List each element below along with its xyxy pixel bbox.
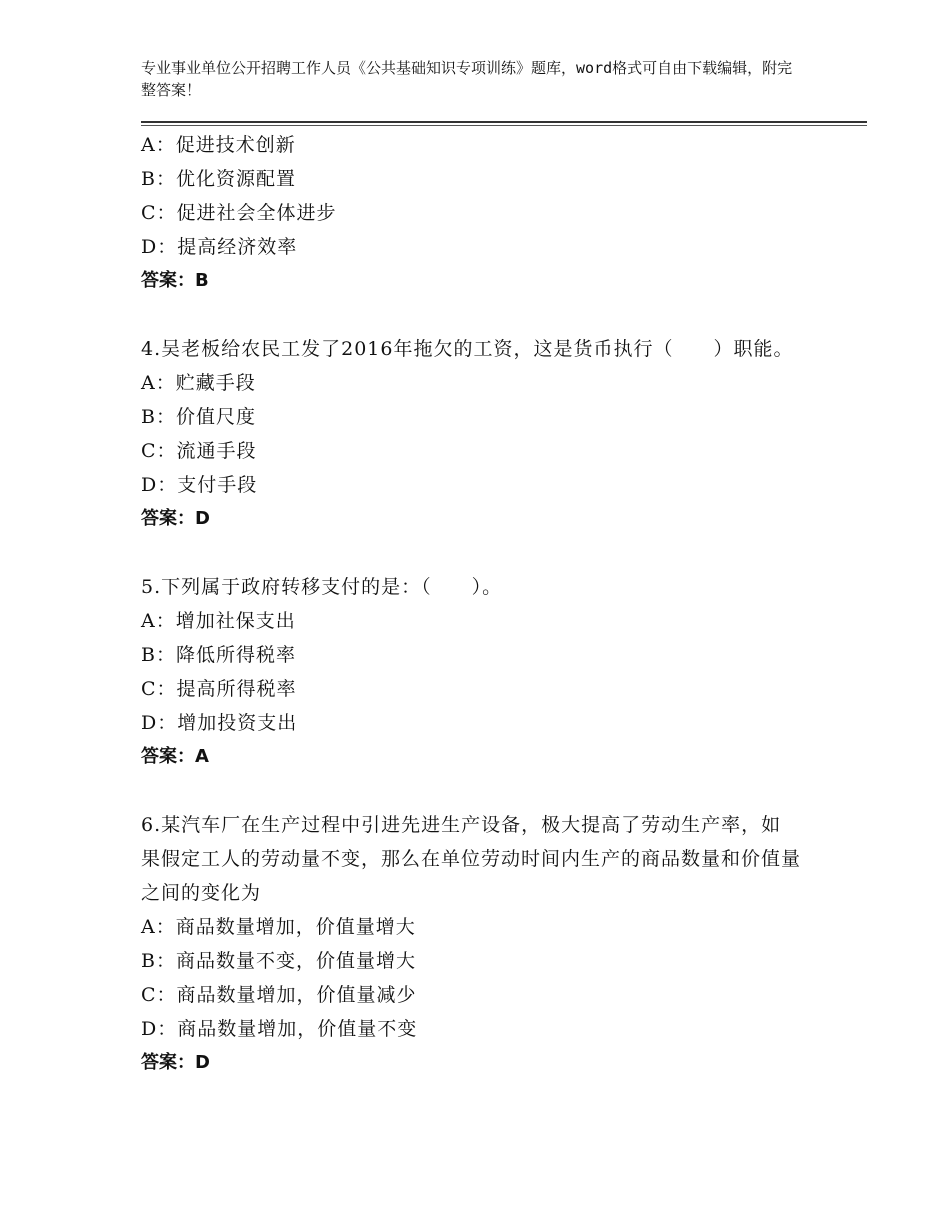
option-c: C：提高所得税率 — [141, 678, 297, 700]
option-a: A：增加社保支出 — [141, 610, 296, 632]
option-d: D：增加投资支出 — [141, 712, 298, 734]
option-b: B：商品数量不变，价值量增大 — [141, 950, 416, 972]
answer-label: 答案：D — [141, 508, 210, 529]
option-d: D：支付手段 — [141, 474, 258, 496]
option-a: A：贮藏手段 — [141, 372, 256, 394]
option-b: B：降低所得税率 — [141, 644, 296, 666]
question-4 — [141, 332, 801, 536]
option-a: A：商品数量增加，价值量增大 — [141, 916, 416, 938]
option-d: D：提高经济效率 — [141, 236, 298, 258]
question-text: 4.吴老板给农民工发了2016年拖欠的工资，这是货币执行（ ）职能。 — [141, 338, 794, 360]
question-text: 6.某汽车厂在生产过程中引进先进生产设备，极大提高了劳动生产率，如果假定工人的劳动量不变，那么在单位劳动时间内生产的商品数量和价值量之间的变化为 — [141, 814, 802, 904]
question-3 — [141, 128, 801, 298]
option-c: C：流通手段 — [141, 440, 257, 462]
option-a: A：促进技术创新 — [141, 134, 296, 156]
option-c: C：促进社会全体进步 — [141, 202, 337, 224]
question-6 — [141, 808, 801, 1080]
header-rule-thin — [141, 125, 867, 126]
option-b: B：价值尺度 — [141, 406, 256, 428]
option-b: B：优化资源配置 — [141, 168, 296, 190]
answer-label: 答案：A — [141, 746, 209, 767]
option-c: C：商品数量增加，价值量减少 — [141, 984, 417, 1006]
answer-label: 答案：D — [141, 1052, 210, 1073]
header-rule-thick — [141, 121, 867, 123]
answer-label: 答案：B — [141, 270, 209, 291]
question-text: 5.下列属于政府转移支付的是：（ ）。 — [141, 576, 503, 598]
question-5 — [141, 570, 801, 774]
option-d: D：商品数量增加，价值量不变 — [141, 1018, 418, 1040]
page-header: 专业事业单位公开招聘工作人员《公共基础知识专项训练》题库，word格式可自由下载编辑，附完整答案！ — [141, 59, 793, 99]
question-list — [141, 128, 801, 1080]
